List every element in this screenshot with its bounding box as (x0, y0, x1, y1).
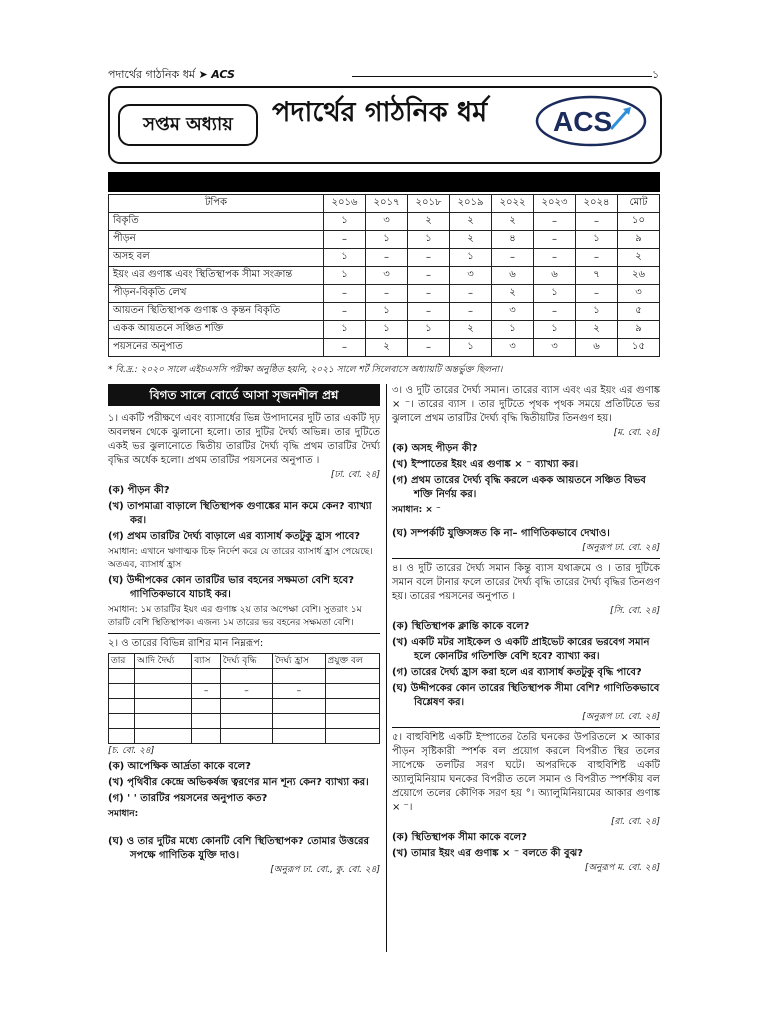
topic-name-cell: পীড়ন (109, 231, 324, 249)
topic-count-cell: ১ (408, 231, 450, 249)
q4-item: (খ) একটি মটর সাইকেল ও একটি প্রাইভেট কারের ভরবেগ সমান হলে কোনটির গতিশক্তি বেশি হবে? ব্যাখ্যা কর। (392, 637, 650, 662)
q1-solution-gh: সমাধান: ১ম তারটির ইয়ং এর গুণাঙ্ক ২য় তার অপেক্ষা বেশি। সুতরাং ১ম তারটি বেশি স্থিতিস্থাপক। এজন্য ১ম তারের ভর বহনের সক্ষমতা বেশি। (108, 605, 362, 628)
topic-count-cell: ২ (618, 249, 660, 267)
topic-count-cell: ২ (492, 213, 534, 231)
topic-count-cell: – (408, 267, 450, 285)
q4-item: (ক) স্থিতিস্থাপক ক্লান্তি কাকে বলে? (392, 621, 530, 632)
topic-count-cell: ১ (324, 249, 366, 267)
logo-text: ACS (553, 106, 613, 137)
topic-count-cell: ১ (324, 267, 366, 285)
topic-count-cell: – (366, 249, 408, 267)
q3-item: (ক) অসহ পীড়ন কী? (392, 443, 478, 454)
topic-count-cell: ২ (492, 285, 534, 303)
table-cell: – (220, 684, 272, 699)
q5-item: (ক) স্থিতিস্থাপক সীমা কাকে বলে? (392, 832, 527, 843)
chapter-title: পদার্থের গাঠনিক ধর্ম (272, 97, 488, 128)
topic-count-cell: – (324, 285, 366, 303)
topic-count-cell: – (534, 249, 576, 267)
topic-count-cell: – (534, 231, 576, 249)
table-row (109, 714, 380, 729)
q2-solution: সমাধান: (108, 809, 139, 819)
q1-item: (ঘ) উদ্দীপকের কোন তারটির ভার বহনের সক্ষমতা বেশি হবে? গাণিতিকভাবে যাচাই কর। (108, 575, 355, 600)
section-heading: বিগত সালে বোর্ডে আসা সৃজনশীল প্রশ্ন (108, 384, 380, 406)
topic-count-cell: – (534, 303, 576, 321)
topics-table (108, 194, 660, 357)
topic-count-cell: – (450, 303, 492, 321)
topic-name-cell: বিকৃতি (109, 213, 324, 231)
q2-table-header (109, 654, 380, 669)
topic-count-cell: ৬ (576, 339, 618, 357)
topic-count-cell: ১ (450, 249, 492, 267)
topic-count-cell: – (534, 213, 576, 231)
topics-col-header: ২০১৬ (324, 195, 366, 213)
q2-col-header: আদি দৈর্ঘ্য (135, 654, 192, 669)
topic-count-cell: ৩ (450, 267, 492, 285)
topic-count-cell: – (408, 285, 450, 303)
table-row (109, 321, 660, 339)
topic-count-cell: ১ (450, 339, 492, 357)
topic-count-cell: – (408, 339, 450, 357)
divider (392, 727, 660, 728)
topic-count-cell: – (492, 249, 534, 267)
topic-count-cell: ১০ (618, 213, 660, 231)
table-row (109, 249, 660, 267)
q2-ref: [চ. বো. ২৪] (108, 746, 155, 756)
topic-count-cell: – (366, 285, 408, 303)
topic-count-cell: – (576, 249, 618, 267)
table-row (109, 231, 660, 249)
topics-col-header: ২০১৯ (450, 195, 492, 213)
topic-count-cell: ৩ (618, 285, 660, 303)
q4-stem: ৪। ও দুটি তারের দৈর্ঘ্য সমান কিন্তু ব্যাস যথাক্রমে ও । তার দুটিকে সমান বলে টানার ফলে তারের দৈর্ঘ্য বৃদ্ধি তারের দৈর্ঘ্য বৃদ্ধির তিনগুণ হয়। তারের পয়সনের অনুপাত । (392, 563, 660, 602)
topic-count-cell: ৬ (534, 267, 576, 285)
topics-col-header: ২০২৩ (534, 195, 576, 213)
right-column (392, 384, 660, 875)
q3-solution: সমাধান: × ⁻ (392, 505, 441, 515)
topic-count-cell: ১ (366, 231, 408, 249)
q2-item: (ঘ) ও তার দুটির মধ্যে কোনটি বেশি স্থিতিস্থাপক? তোমার উত্তরের সপক্ষে গাণিতিক যুক্তি দাও। (108, 836, 370, 861)
topic-count-cell: ২ (576, 321, 618, 339)
topic-count-cell: ১ (576, 231, 618, 249)
left-column (108, 384, 380, 877)
topic-count-cell: ১ (492, 321, 534, 339)
arrow-icon: ➤ (198, 68, 208, 81)
header-rule (352, 76, 652, 77)
topic-count-cell: ১ (534, 285, 576, 303)
topic-name-cell: ইয়ং এর গুণাঙ্ক এবং স্থিতিস্থাপক সীমা সংক্রান্ত (109, 267, 324, 285)
topic-count-cell: ৩ (366, 213, 408, 231)
divider (108, 633, 380, 634)
table-row (109, 684, 380, 699)
topic-count-cell: ১ (576, 303, 618, 321)
table-row (109, 729, 380, 744)
topics-col-header: ২০১৮ (408, 195, 450, 213)
topic-count-cell: ৭ (576, 267, 618, 285)
topic-count-cell: ১ (324, 321, 366, 339)
table-cell: – (273, 684, 325, 699)
topics-col-header: টপিক (109, 195, 324, 213)
table-cell: – (192, 684, 221, 699)
q2-col-header: দৈর্ঘ্য বৃদ্ধি (220, 654, 272, 669)
q2-col-header: তার (109, 654, 135, 669)
topic-count-cell: ৩ (366, 267, 408, 285)
q2-col-header: প্রযুক্ত বল (325, 654, 379, 669)
q2-item: (ক) আপেক্ষিক আর্দ্রতা কাকে বলে? (108, 761, 251, 772)
q1-solution-g: সমাধান: এখানে ঋণাত্মক চিহ্ন নির্দেশ করে যে তারের ব্যাসার্ধ হ্রাস পেয়েছে। অতএব, ব্যাসার্ধ হ্রাস (108, 547, 373, 570)
q4-ref-gh: [অনুরূপ ঢা. বো. ২৪] (582, 712, 660, 722)
q2-item: (খ) পৃথিবীর কেন্দ্রে অভিকর্ষজ ত্বরণের মান শূন্য কেন? ব্যাখ্যা কর। (108, 777, 369, 788)
topic-count-cell: – (324, 303, 366, 321)
topic-count-cell: – (324, 339, 366, 357)
topic-count-cell: – (450, 285, 492, 303)
column-divider (386, 384, 387, 952)
topics-col-header: মোট (618, 195, 660, 213)
q5-item: (খ) তামার ইয়ং এর গুণাঙ্ক × ⁻ বলতে কী বুঝ? (392, 848, 583, 859)
running-title: পদার্থের গাঠনিক ধর্ম (108, 68, 195, 81)
topics-col-header: ২০২২ (492, 195, 534, 213)
q3-item: (ঘ) সম্পর্কটি যুক্তিসঙ্গত কি না– গাণিতিকভাবে দেখাও। (392, 528, 610, 539)
q4-item: (গ) তারের দৈর্ঘ্য হ্রাস করা হলে এর ব্যাসার্ধ কতটুকু বৃদ্ধি পাবে? (392, 667, 642, 678)
topics-header-row (109, 195, 660, 213)
topic-count-cell: – (576, 285, 618, 303)
q2-ref-gh: [অনুরূপ ঢা. বো., কু. বো. ২৪] (270, 865, 380, 875)
q1-item: (গ) প্রথম তারটির দৈর্ঘ্য বাড়ালে এর ব্যাসার্ধ কতটুকু হ্রাস পাবে? (108, 531, 361, 542)
topic-count-cell: – (324, 231, 366, 249)
q2-col-header: দৈর্ঘ্য হ্রাস (273, 654, 325, 669)
table-row (109, 339, 660, 357)
topic-count-cell: ১ (324, 213, 366, 231)
topic-count-cell: ১৫ (618, 339, 660, 357)
q2-item: (গ) ' ' তারটির পয়সনের অনুপাত কত? (108, 793, 268, 804)
small-logo: ACS (211, 68, 235, 81)
chapter-label: সপ্তম অধ্যায় (118, 104, 258, 146)
q3-item: (গ) প্রথম তারের দৈর্ঘ্য বৃদ্ধি করলে একক আয়তনে সঞ্চিত বিভব শক্তি নির্ণয় কর। (392, 475, 646, 500)
topic-name-cell: একক আয়তনে সঞ্চিত শক্তি (109, 321, 324, 339)
topic-count-cell: ৪ (492, 231, 534, 249)
topic-count-cell: ১ (534, 321, 576, 339)
topic-count-cell: ২ (366, 339, 408, 357)
topic-name-cell: পীড়ন-বিকৃতি লেখ (109, 285, 324, 303)
topic-count-cell: ২ (450, 231, 492, 249)
topic-count-cell: – (576, 213, 618, 231)
q5-ref-last: [অনুরূপ ম. বো. ২৪] (584, 863, 660, 873)
table-row (109, 267, 660, 285)
table-row (109, 213, 660, 231)
q3-ref: [ম. বো. ২৪] (613, 428, 660, 438)
topic-count-cell: ৫ (618, 303, 660, 321)
topic-count-cell: – (408, 249, 450, 267)
q1-ref: [ঢা. বো. ২৪] (330, 470, 380, 480)
table-row (109, 699, 380, 714)
topics-col-header: ২০১৭ (366, 195, 408, 213)
topic-count-cell: ৩ (492, 339, 534, 357)
q3-ref-gh: [অনুরূপ ঢা. বো. ২৪] (582, 543, 660, 553)
topic-count-cell: ১ (408, 321, 450, 339)
topic-count-cell: ১ (366, 321, 408, 339)
page-number: ১ (652, 68, 660, 81)
table-row (109, 669, 380, 684)
q1-item: (খ) তাপমাত্রা বাড়ালে স্থিতিস্থাপক গুণাঙ্কের মান কমে কেন? ব্যাখ্যা কর। (108, 501, 372, 526)
acs-logo-icon (533, 93, 649, 149)
topic-count-cell: ৯ (618, 321, 660, 339)
topic-count-cell: – (408, 303, 450, 321)
q4-ref: [সি. বো. ২৪] (610, 606, 660, 616)
q5-ref: [রা. বো. ২৪] (611, 817, 660, 827)
table-row (109, 285, 660, 303)
q5-stem: ৫। বাহুবিশিষ্ট একটি ইস্পাতের তৈরি ঘনকের উপরিতলে × আকার পীড়ন সৃষ্টিকারী স্পর্শক বল প্রয়োগ করলে বিপরীত স্থির তলের সাপেক্ষে তলটির সরণ ঘটে। অপরদিকে বাহুবিশিষ্ট একটি অ্যালুমিনিয়াম ঘনকের বিপরীত তলে সমান ও বিপরীত স্পর্শকীয় বল প্রয়োগে তলের কৌণিক সরণ হয় °। অ্যালুমিনিয়ামের আকার গুণাঙ্ক × ⁻। (392, 732, 660, 813)
topic-count-cell: ১ (366, 303, 408, 321)
black-bar (108, 172, 660, 192)
topic-name-cell: পয়সনের অনুপাত (109, 339, 324, 357)
q3-stem: ৩। ও দুটি তারের দৈর্ঘ্য সমান। তারের ব্যাস এবং এর ইয়ং এর গুণাঙ্ক × ⁻। তারের ব্যাস । তার দুটিতে পৃথক পৃথক সময়ে প্রতিটিতে ভর ঝুলালে প্রথম তারটির দৈর্ঘ্য বৃদ্ধি দ্বিতীয়টির তিনগুণ হয়। (392, 385, 660, 424)
q2-data-table (108, 653, 380, 744)
topic-count-cell: ২৬ (618, 267, 660, 285)
topic-name-cell: অসহ বল (109, 249, 324, 267)
table-footnote: * বি.দ্র.: ২০২০ সালে এইচএসসি পরীক্ষা অনুষ্ঠিত হয়নি, ২০২১ সালে শর্ট সিলেবাসে অধ্যায়টি অন্তর্ভুক্ত ছিলনা। (108, 365, 503, 375)
q3-item: (খ) ইস্পাতের ইয়ং এর গুণাঙ্ক × ⁻ ব্যাখ্যা কর। (392, 459, 579, 470)
q1-stem: ১। একটি পরীক্ষণে এবং ব্যাসার্ধের ভিন্ন উপাদানের দুটি তার একটি দৃঢ় অবলম্বন থেকে ঝুলানো হলো। তার দুটির দৈর্ঘ্য অভিন্ন। তার দুটিতে একই ভর ঝুলানোতে দ্বিতীয় তারটির দৈর্ঘ্য বৃদ্ধি প্রথম তারটির দৈর্ঘ্য বৃদ্ধির অর্ধেক হলো। প্রথম তারটির পয়সনের অনুপাত । (108, 413, 380, 466)
topic-count-cell: ২ (450, 321, 492, 339)
q2-col-header: ব্যাস (192, 654, 221, 669)
q4-item: (ঘ) উদ্দীপকের কোন তারের স্থিতিস্থাপক সীমা বেশি? গাণিতিকভাবে বিশ্লেষণ কর। (392, 683, 660, 708)
topic-count-cell: ৩ (534, 339, 576, 357)
topic-count-cell: ২ (408, 213, 450, 231)
topic-count-cell: ৩ (492, 303, 534, 321)
topic-name-cell: আয়তন স্থিতিস্থাপক গুণাঙ্ক ও কৃন্তন বিকৃতি (109, 303, 324, 321)
q2-stem: ২। ও তারের বিভিন্ন রাশির মান নিম্নরূপ: (108, 638, 264, 649)
topics-col-header: ২০২৪ (576, 195, 618, 213)
topic-count-cell: ৬ (492, 267, 534, 285)
q1-item: (ক) পীড়ন কী? (108, 485, 170, 496)
table-row (109, 303, 660, 321)
topic-count-cell: ৯ (618, 231, 660, 249)
topic-count-cell: ২ (450, 213, 492, 231)
running-header (108, 66, 235, 85)
divider (392, 558, 660, 559)
